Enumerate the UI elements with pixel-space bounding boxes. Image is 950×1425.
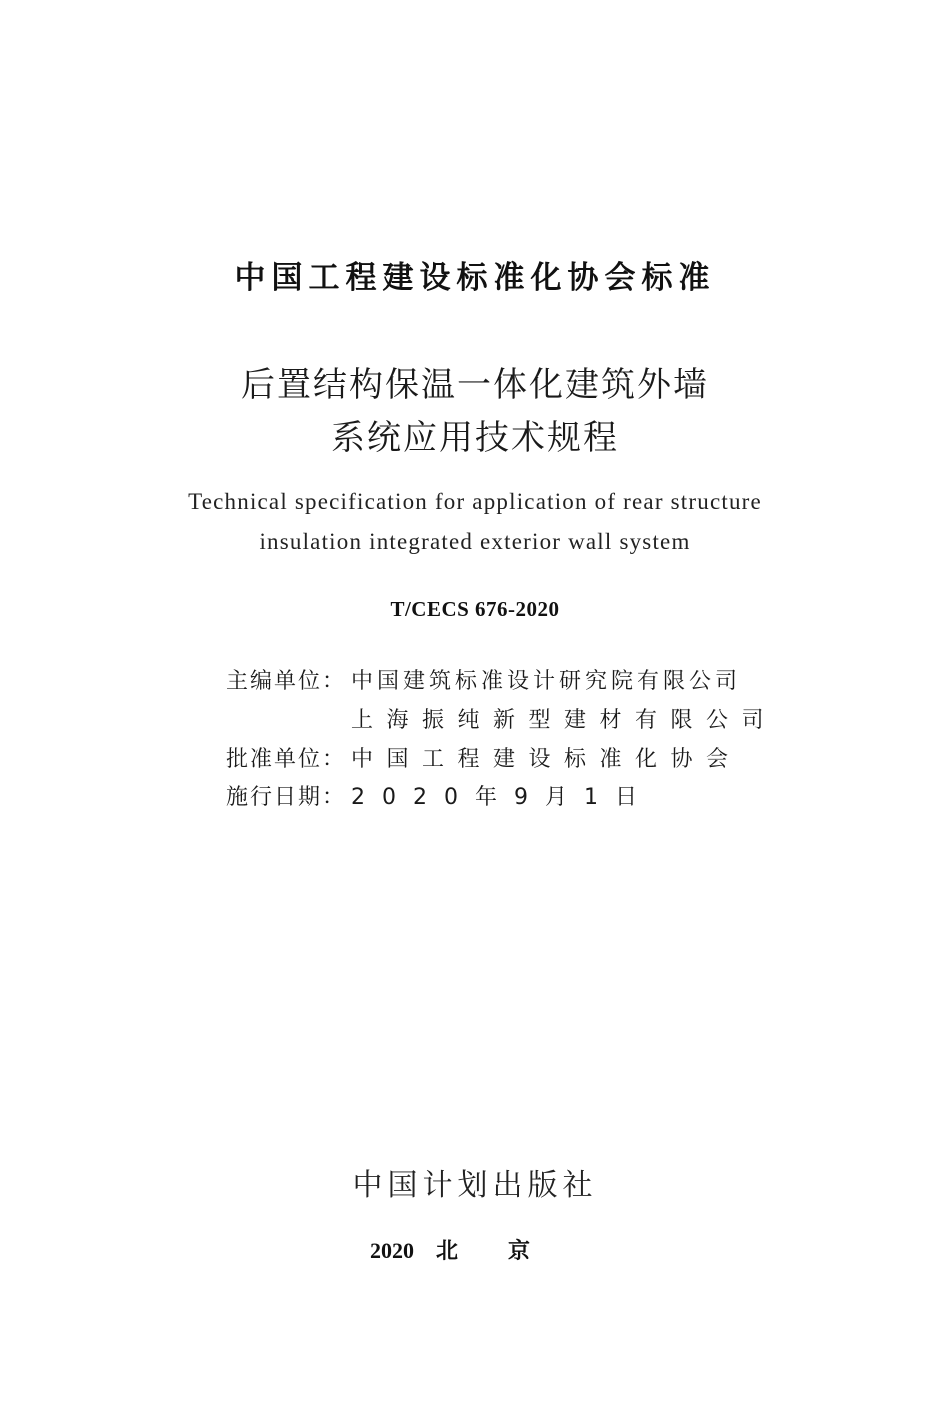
publication-info	[0, 1234, 950, 1265]
title-english-line2: insulation integrated exterior wall system	[259, 529, 691, 554]
title-chinese-line2: 系统应用技术规程	[331, 418, 619, 458]
association-standard-heading: 中国工程建设标准化协会标准	[234, 260, 716, 296]
publication-year: 2020	[369, 1238, 414, 1263]
chief-editor-label: 主编单位：	[226, 669, 347, 694]
chief-editor-1: 中国建筑标准设计研究院有限公司	[351, 669, 742, 694]
publication-city: 北京	[435, 1239, 580, 1264]
effective-date-row	[226, 780, 746, 811]
title-english-line1: Technical specification for application of rear structure	[188, 489, 762, 514]
standard-code: T/CECS 676-2020	[390, 597, 560, 621]
chief-editor-row	[226, 664, 746, 695]
approval-label: 批准单位：	[226, 747, 347, 772]
approval-value: 中国工程建设标准化协会	[351, 747, 742, 772]
chief-editor-row-2	[226, 703, 778, 734]
chief-editor-2: 上海振纯新型建材有限公司	[351, 708, 778, 733]
title-chinese-line1: 后置结构保温一体化建筑外墙	[241, 365, 709, 405]
effective-date-value: 2020年9月1日	[351, 785, 654, 810]
effective-date-label: 施行日期：	[226, 785, 347, 810]
publisher-name: 中国计划出版社	[352, 1168, 598, 1203]
approval-row	[226, 742, 746, 773]
